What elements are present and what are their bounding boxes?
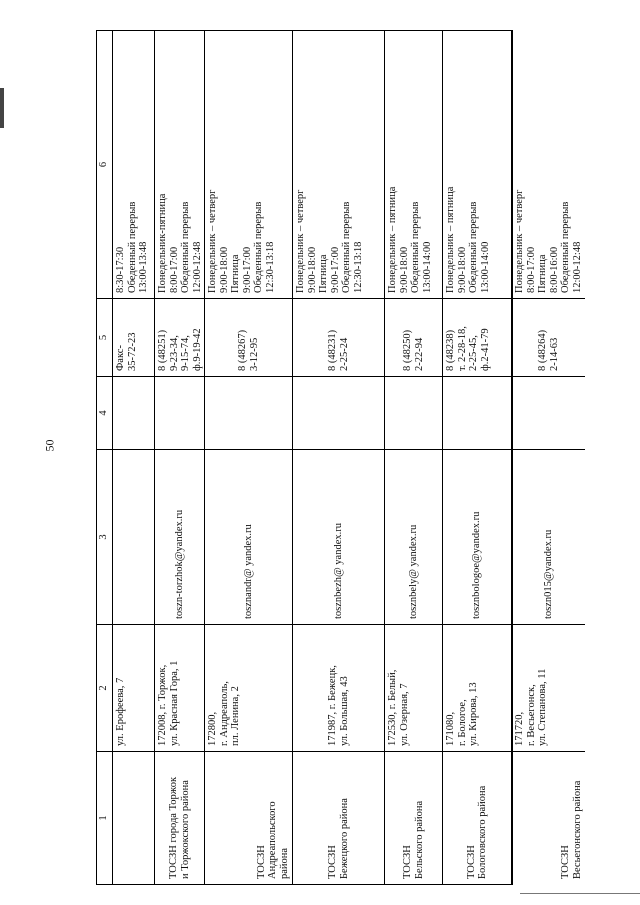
email-cell: toszn-torzhok@yandex.ru [155,449,205,624]
address-cell: ул. Ерофеева, 7 [113,624,155,751]
office-name-cell: ТОСЗН города Торжок и Торжокского района [155,751,205,884]
phone-cell: Факс- 35-72-23 [113,298,155,376]
column-4-cell [293,376,385,449]
address-cell: 172530, г. Белый, ул. Озерная, 7 [385,624,443,751]
hours-cell: Понедельник – пятница 9:00-18:00 Обеденный перерыв 13:00-14:00 [385,31,443,298]
hours-cell: 8:30-17:30 Обеденный перерыв 13:00-13:48 [113,31,155,298]
column-header-4: 4 [97,376,113,449]
office-name-cell: ТОСЗН Бежецкого района [293,751,385,884]
column-4-cell [113,376,155,449]
address-cell: 172800, г. Андреаполь, пл. Ленина, 2 [205,624,293,751]
phone-cell: 8 (48250) 2-22-94 [385,298,443,376]
contacts-table [97,31,583,884]
contacts-table-rotated [97,31,583,884]
contacts-table-frame [96,30,583,885]
column-4-cell [512,376,585,449]
column-header-3: 3 [97,449,113,624]
scan-edge-mark [0,88,4,128]
phone-cell: 8 (48238) т. 2-28-18, 2-25-45, ф.2-41-79 [443,298,512,376]
hours-cell: Понедельник – четверг 8:00-17:00 Пятница 8:00-16:00 Обеденный перерыв 12:00-12:48 [514,189,583,293]
page-number: 50 [42,439,57,452]
address-cell: 171987, г. Бежецк, ул. Большая, 43 [293,624,385,751]
address-cell: 171080, г. Бологое, ул. Кирова, 13 [443,624,512,751]
office-name-cell: ТОСЗН Бологовского района [443,751,512,884]
column-4-cell [205,376,293,449]
column-4-cell [155,376,205,449]
hours-cell: Понедельник – четверг 9:00-18:00 Пятница 9:00-17:00 Обеденный перерыв 12:30-13:18 [205,31,293,298]
office-name-cell: ТОСЗН Бельского района [385,751,443,884]
email-cell: toszn015@yandex.ru [512,449,585,624]
email-cell: tosznbologoe@yandex.ru [443,449,512,624]
address-cell: 171720, г. Весьегонск, ул. Степанова, 11 [512,624,585,751]
phone-cell: 8 (48251) 9-23-34, 9-15-74, ф.9-19-42 [155,298,205,376]
hours-cell: Понедельник-пятница 8:00-17:00 Обеденный перерыв 12:00-12:48 [155,31,205,298]
hours-cell: Понедельник – четверг 9:00-18:00 Пятница 9:00-17:00 Обеденный перерыв 12:30-13:18 [293,31,385,298]
column-header-1: 1 [97,751,113,884]
hours-cell: Понедельник – пятница 9:00-18:00 Обеденный перерыв 13:00-14:00 [443,31,512,298]
column-header-6: 6 [97,31,113,298]
address-cell: 172008, г. Торжок, ул. Красная Гора, 1 [155,624,205,751]
column-header-5: 5 [97,298,113,376]
email-cell: tosznbely@ yandex.ru [385,449,443,624]
column-4-cell [385,376,443,449]
column-header-2: 2 [97,624,113,751]
office-name-cell: ТОСЗН Андреапольского района [205,751,293,884]
email-cell: tosznbezh@ yandex.ru [293,449,385,624]
email-cell: tosznandr@ yandex.ru [205,449,293,624]
office-name-cell: ТОСЗН Весьегонского района [512,751,585,884]
email-cell [113,449,155,624]
phone-cell: 8 (48267) 3-12-95 [205,298,293,376]
phone-cell: 8 (48264) 2-14-63 [512,298,585,376]
column-4-cell [443,376,512,449]
scan-edge-line [520,893,640,894]
phone-cell: 8 (48231) 2-25-24 [293,298,385,376]
office-name-cell [113,751,155,884]
